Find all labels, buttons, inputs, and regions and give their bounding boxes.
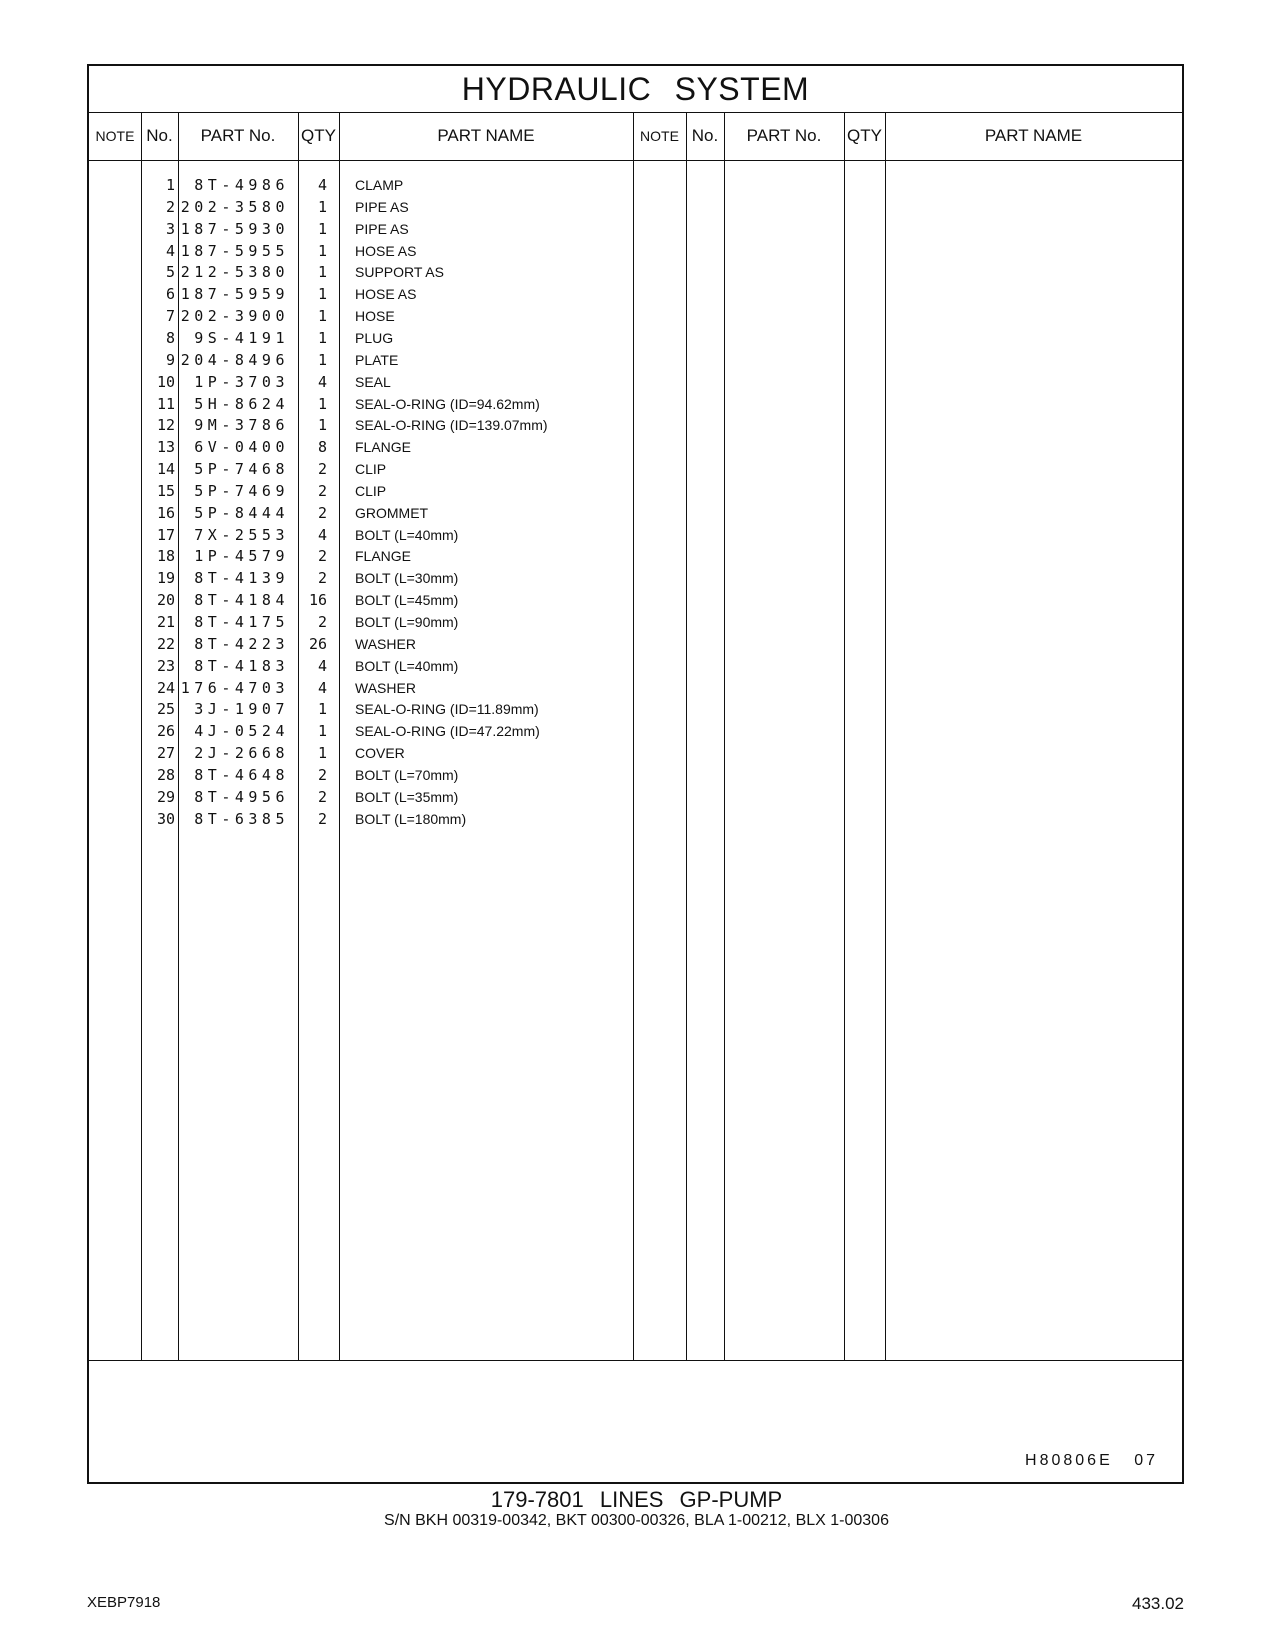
- quantity: 1: [317, 307, 327, 326]
- table-row: [89, 502, 1182, 524]
- part-number: 176-4703: [180, 678, 289, 697]
- part-name: BOLT (L=70mm): [355, 766, 459, 783]
- quantity: 1: [317, 219, 327, 238]
- quantity: 16: [308, 591, 327, 610]
- item-number: 20: [156, 591, 175, 610]
- item-number: 12: [156, 416, 175, 435]
- table-row: [89, 720, 1182, 742]
- part-number: 5P-7469: [194, 481, 289, 500]
- quantity: 4: [317, 525, 327, 544]
- part-name: PLUG: [355, 329, 394, 346]
- part-number: 5H-8624: [194, 394, 289, 413]
- part-number: 1P-4579: [194, 547, 289, 566]
- quantity: 1: [317, 722, 327, 741]
- part-number: 202-3900: [180, 307, 289, 326]
- quantity: 4: [317, 678, 327, 697]
- part-number: 5P-7468: [194, 460, 289, 479]
- table-row: [89, 174, 1182, 196]
- table-row: [89, 764, 1182, 786]
- quantity: 4: [317, 176, 327, 194]
- part-number: 212-5380: [180, 263, 289, 282]
- header-part-no-right: PART No.: [746, 126, 822, 145]
- item-number: 10: [156, 372, 175, 391]
- table-row: [89, 283, 1182, 305]
- item-number: 24: [156, 678, 175, 697]
- group-caption: 179-7801 LINES GP-PUMP: [490, 1487, 783, 1512]
- part-name: BOLT (L=35mm): [355, 788, 459, 805]
- header-note-left: NOTE: [95, 128, 135, 144]
- table-row: [89, 261, 1182, 283]
- item-number: 8: [165, 328, 175, 347]
- item-number: 1: [165, 176, 175, 194]
- header-part-name-right: PART NAME: [984, 126, 1083, 145]
- part-name: SEAL-O-RING (ID=11.89mm): [355, 701, 539, 718]
- table-row: [89, 480, 1182, 502]
- table-row: [89, 218, 1182, 240]
- table-row: [89, 349, 1182, 371]
- part-number: 8T-4648: [194, 765, 289, 784]
- item-number: 16: [156, 503, 175, 522]
- serial-numbers: S/N BKH 00319-00342, BKT 00300-00326, BLA 1-00212, BLX 1-00306: [384, 1512, 889, 1529]
- item-number: 28: [156, 765, 175, 784]
- table-row: [89, 305, 1182, 327]
- header-qty-left: QTY: [301, 126, 336, 145]
- part-number: 4J-0524: [194, 722, 289, 741]
- header-divider: [89, 160, 1182, 161]
- table-row: [89, 808, 1182, 830]
- part-number: 8T-4956: [194, 787, 289, 806]
- quantity: 2: [317, 460, 327, 479]
- part-name: WASHER: [355, 635, 416, 652]
- part-name: BOLT (L=40mm): [355, 526, 459, 543]
- table-row: [89, 196, 1182, 218]
- item-number: 18: [156, 547, 175, 566]
- part-number: 8T-4175: [194, 613, 289, 631]
- part-number: 1P-3703: [194, 372, 289, 391]
- table-row: [89, 589, 1182, 611]
- item-number: 2: [165, 197, 175, 216]
- table-row: [89, 436, 1182, 458]
- quantity: 1: [317, 241, 327, 260]
- item-number: 5: [165, 263, 175, 282]
- part-number: 8T-4139: [194, 569, 289, 588]
- part-name: SEAL-O-RING (ID=47.22mm): [355, 723, 540, 740]
- part-name: PLATE: [355, 351, 399, 368]
- part-number: 9M-3786: [194, 416, 289, 435]
- item-number: 3: [165, 219, 175, 238]
- quantity: 4: [317, 656, 327, 675]
- part-number: 187-5959: [180, 285, 289, 304]
- part-name: CLAMP: [355, 177, 404, 193]
- quantity: 8: [317, 438, 327, 457]
- item-number: 6: [165, 285, 175, 304]
- part-number: 8T-4183: [194, 656, 289, 675]
- table-row: [89, 677, 1182, 699]
- quantity: 1: [317, 285, 327, 304]
- table-row: [89, 414, 1182, 436]
- part-number: 7X-2553: [194, 525, 289, 544]
- part-number: 2J-2668: [194, 744, 289, 763]
- item-number: 15: [156, 481, 175, 500]
- item-number: 30: [156, 809, 175, 828]
- table-row: [89, 742, 1182, 764]
- table-row: [89, 240, 1182, 262]
- document-id: XEBP7918: [87, 1594, 161, 1611]
- item-number: 7: [165, 307, 175, 326]
- item-number: 11: [156, 394, 175, 413]
- table-row: [89, 393, 1182, 415]
- page-title: HYDRAULIC SYSTEM: [89, 66, 1182, 113]
- part-number: 8T-4184: [194, 591, 289, 610]
- table-row: [89, 567, 1182, 589]
- quantity: 26: [308, 634, 327, 653]
- header-no-left: No.: [146, 126, 173, 145]
- part-name: CLIP: [355, 482, 387, 499]
- part-name: BOLT (L=90mm): [355, 614, 459, 630]
- table-row: [89, 655, 1182, 677]
- part-number: 187-5930: [180, 219, 289, 238]
- part-number: 8T-6385: [194, 809, 289, 828]
- part-name: SEAL-O-RING (ID=139.07mm): [355, 417, 548, 434]
- table-row: [89, 524, 1182, 546]
- quantity: 2: [317, 809, 327, 828]
- quantity: 2: [317, 787, 327, 806]
- header-part-name-left: PART NAME: [437, 126, 535, 145]
- item-number: 14: [156, 460, 175, 479]
- quantity: 2: [317, 613, 327, 631]
- page-number: 433.02: [1132, 1594, 1184, 1613]
- parts-table-frame: [87, 64, 1184, 1484]
- part-name: GROMMET: [355, 504, 429, 521]
- item-number: 17: [156, 525, 175, 544]
- quantity: 1: [317, 197, 327, 216]
- table-row: [89, 545, 1182, 567]
- table-row: [89, 371, 1182, 393]
- part-name: BOLT (L=40mm): [355, 657, 459, 674]
- table-row: [89, 698, 1182, 720]
- table-row: [89, 633, 1182, 655]
- item-number: 21: [156, 613, 175, 631]
- item-number: 29: [156, 787, 175, 806]
- part-number: 9S-4191: [194, 328, 289, 347]
- item-number: 22: [156, 634, 175, 653]
- item-number: 26: [156, 722, 175, 741]
- part-name: FLANGE: [355, 439, 412, 456]
- part-name: BOLT (L=180mm): [355, 810, 467, 827]
- part-name: BOLT (L=45mm): [355, 592, 459, 609]
- header-note-right: NOTE: [640, 128, 679, 144]
- part-name: HOSE: [355, 308, 395, 325]
- part-number: 5P-8444: [194, 503, 289, 522]
- part-name: COVER: [355, 745, 405, 762]
- part-name: FLANGE: [355, 548, 412, 565]
- drawing-code: H80806E 07: [1025, 1452, 1158, 1469]
- item-number: 27: [156, 744, 175, 763]
- header-qty-right: QTY: [847, 126, 882, 145]
- part-name: HOSE AS: [355, 286, 417, 303]
- table-row: [89, 327, 1182, 349]
- item-number: 13: [156, 438, 175, 457]
- item-number: 25: [156, 700, 175, 719]
- part-number: 187-5955: [180, 241, 289, 260]
- quantity: 1: [317, 350, 327, 369]
- part-name: CLIP: [355, 461, 387, 478]
- part-number: 6V-0400: [194, 438, 289, 457]
- quantity: 1: [317, 328, 327, 347]
- quantity: 2: [317, 569, 327, 588]
- quantity: 1: [317, 700, 327, 719]
- quantity: 2: [317, 503, 327, 522]
- part-name: BOLT (L=30mm): [355, 570, 459, 587]
- item-number: 23: [156, 656, 175, 675]
- table-bottom-divider: [89, 1360, 1182, 1361]
- quantity: 2: [317, 547, 327, 566]
- part-name: SEAL: [355, 373, 391, 390]
- part-number: 204-8496: [180, 350, 289, 369]
- part-name: SEAL-O-RING (ID=94.62mm): [355, 395, 540, 412]
- quantity: 4: [317, 372, 327, 391]
- part-number: 8T-4986: [194, 176, 289, 194]
- table-row: [89, 458, 1182, 480]
- quantity: 2: [317, 481, 327, 500]
- quantity: 1: [317, 416, 327, 435]
- part-name: PIPE AS: [355, 198, 409, 215]
- item-number: 4: [165, 241, 175, 260]
- header-no-right: No.: [691, 126, 719, 145]
- quantity: 1: [317, 263, 327, 282]
- part-name: SUPPORT AS: [355, 264, 444, 281]
- item-number: 9: [165, 350, 175, 369]
- part-number: 8T-4223: [194, 634, 289, 653]
- part-name: HOSE AS: [355, 242, 417, 259]
- part-name: WASHER: [355, 679, 416, 696]
- part-name: PIPE AS: [355, 220, 409, 237]
- table-row: [89, 611, 1182, 633]
- item-number: 19: [156, 569, 175, 588]
- quantity: 1: [317, 744, 327, 763]
- part-number: 3J-1907: [194, 700, 289, 719]
- quantity: 1: [317, 394, 327, 413]
- header-part-no-left: PART No.: [200, 126, 276, 145]
- table-row: [89, 786, 1182, 808]
- part-number: 202-3580: [180, 197, 289, 216]
- quantity: 2: [317, 765, 327, 784]
